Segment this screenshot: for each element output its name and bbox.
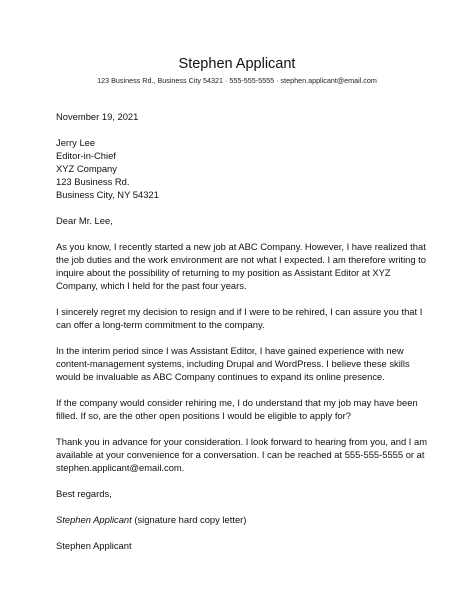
paragraph-2: I sincerely regret my decision to resign and if I were to be rehired, I can assure you that I can offer a long-term commitment to the company. xyxy=(56,306,423,330)
paragraph-1: As you know, I recently started a new job at ABC Company. However, I have realized that the job duties and the work environment are not what I expected. I am therefore writing to inquire about the possibility of returning to my position as Assistant Editor at XYZ Company, which I held for the past four years. xyxy=(56,241,426,291)
signature-line xyxy=(56,513,428,526)
recipient-city: Business City, NY 54321 xyxy=(56,189,159,200)
salutation: Dear Mr. Lee, xyxy=(56,215,113,226)
paragraph-5: Thank you in advance for your consideration. I look forward to hearing from you, and I am available at your convenience for a conversation. I can be reached at 555-555-5555 or at stephen.applicant@email.com. xyxy=(56,436,428,473)
recipient-name: Jerry Lee xyxy=(56,137,96,148)
paragraph-4: If the company would consider rehiring me, I do understand that my job may have been filled. If so, are the other open positions I would be eligible to apply for? xyxy=(56,397,418,421)
letter-body xyxy=(56,110,428,552)
letter-header xyxy=(0,56,474,85)
recipient-street: 123 Business Rd. xyxy=(56,176,130,187)
recipient-block xyxy=(56,136,428,201)
sender-name: Stephen Applicant xyxy=(178,56,296,72)
signature-name: Stephen Applicant xyxy=(56,514,132,525)
closing: Best regards, xyxy=(56,488,112,499)
sender-contact-line: 123 Business Rd., Business City 54321 · 555-555-5555 · stephen.applicant@email.com xyxy=(97,76,377,85)
signature-note: (signature hard copy letter) xyxy=(131,514,247,525)
typed-name: Stephen Applicant xyxy=(56,540,132,551)
letter-date: November 19, 2021 xyxy=(56,111,139,122)
paragraph-3: In the interim period since I was Assistant Editor, I have gained experience with new content-management systems, including Drupal and WordPress. I believe these skills would be invaluable as ABC Company continues to expand its online presence. xyxy=(56,345,410,382)
recipient-company: XYZ Company xyxy=(56,163,117,174)
recipient-title: Editor-in-Chief xyxy=(56,150,116,161)
